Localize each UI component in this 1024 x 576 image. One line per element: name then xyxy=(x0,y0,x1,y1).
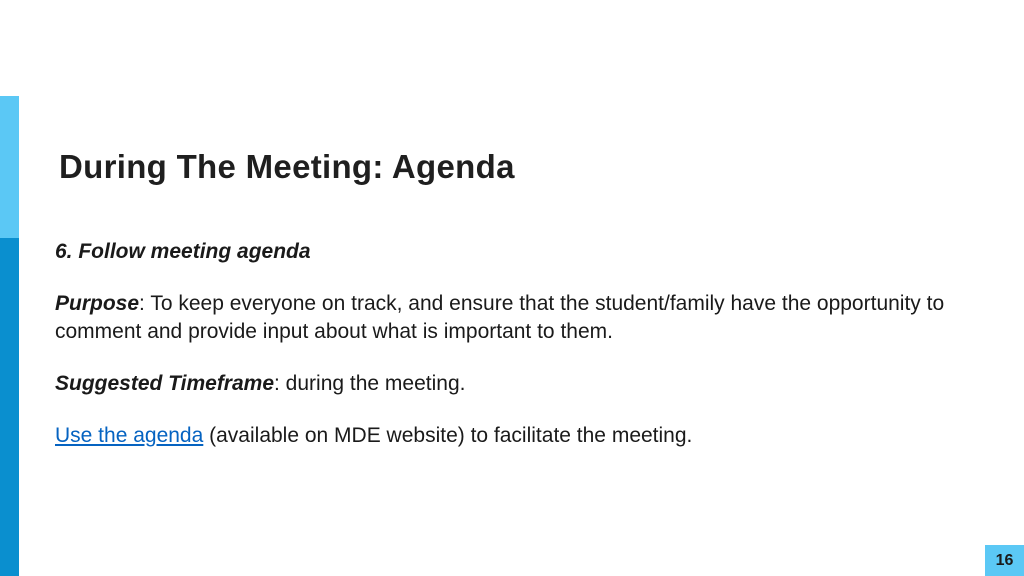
timeframe-text: : during the meeting. xyxy=(274,372,466,395)
page-number: 16 xyxy=(985,545,1024,576)
accent-bar-top xyxy=(0,96,19,238)
timeframe-label: Suggested Timeframe xyxy=(55,372,275,395)
agenda-text: (available on MDE website) to facilitate the meeting. xyxy=(203,424,693,447)
accent-bar-bottom xyxy=(0,238,19,576)
purpose-text: : To keep everyone on track, and ensure that the student/family have the opportunity to comment and provide input about what is important to them. xyxy=(55,292,945,343)
timeframe-paragraph xyxy=(55,370,955,398)
agenda-link[interactable]: Use the agenda xyxy=(55,424,204,447)
purpose-label: Purpose xyxy=(55,292,140,315)
agenda-paragraph xyxy=(55,422,955,450)
purpose-paragraph xyxy=(55,290,955,346)
slide-title: During The Meeting: Agenda xyxy=(59,148,515,185)
slide-content xyxy=(55,238,955,474)
step-heading: 6. Follow meeting agenda xyxy=(55,240,311,263)
step-heading-paragraph xyxy=(55,238,955,266)
